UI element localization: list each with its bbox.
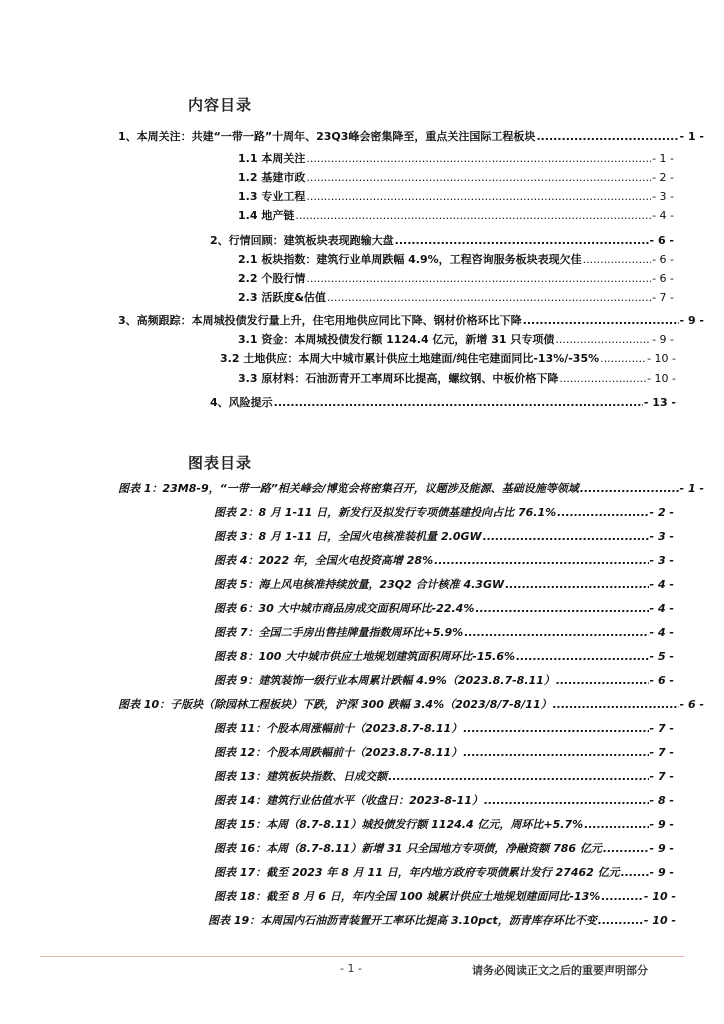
figure-entry-page: - 2 - [649,506,674,519]
toc-entry[interactable] [238,209,674,223]
figures-title: 图表目录 [188,454,253,472]
dot-leader [553,698,679,712]
figure-entry[interactable] [214,650,674,664]
figure-entry-text: 图表 18：截至 8 月 6 日，年内全国 100 城累计供应土地规划建面同比-13% [214,890,601,903]
figure-entry[interactable] [214,770,674,784]
toc-entry-text: 3.1 资金：本周城投债发行额 1124.4 亿元，新增 31 只专项债 [238,333,555,346]
figure-entry-page: - 3 - [649,530,674,543]
toc-entry-page: - 9 - [652,333,674,346]
toc-entry-page: - 7 - [652,291,674,304]
dot-leader [603,842,649,856]
figure-entry-page: - 7 - [649,722,674,735]
figure-entry[interactable] [214,674,674,688]
toc-entry-text: 3.2 土地供应：本周大中城市累计供应土地建面/纯住宅建面同比-13%/-35% [220,352,600,365]
dot-leader [555,333,651,347]
toc-entry-text: 1、本周关注：共建“一带一路”十周年、23Q3峰会密集降至，重点关注国际工程板块 [118,130,536,143]
dot-leader [306,190,651,204]
toc-entry-page: - 2 - [652,171,674,184]
figure-entry-text: 图表 3：8 月 1-11 日，全国火电核准装机量 2.0GW [214,530,482,543]
dot-leader [523,314,679,328]
toc-entry-page: - 13 - [643,396,676,409]
figure-entry-text: 图表 8：100 大中城市供应土地规划建筑面积周环比-15.6% [214,650,515,663]
figure-entry-text: 图表 9：建筑装饰一级行业本周累计跌幅 4.9%（2023.8.7-8.11） [214,674,555,687]
figure-entry-page: - 3 - [649,554,674,567]
dot-leader [557,506,648,520]
dot-leader [464,626,648,640]
figure-entry-page: - 1 - [679,482,704,495]
dot-leader [600,352,646,366]
dot-leader [434,554,648,568]
dot-leader [306,272,651,286]
figure-entry-page: - 6 - [679,698,704,711]
figure-entry-text: 图表 17：截至 2023 年 8 月 11 日，年内地方政府专项债累计发行 27462 亿元 [214,866,620,879]
figure-entry-text: 图表 12：个股本周跌幅前十（2023.8.7-8.11） [214,746,463,759]
dot-leader [306,152,651,166]
toc-entry-text: 3.3 原材料：石油沥青开工率周环比提高，螺纹钢、中板价格下降 [238,372,559,385]
figure-entry-text: 图表 10：子版块（除园林工程板块）下跌，沪深 300 跌幅 3.4%（2023/8/7-8/11） [118,698,552,711]
figure-entry-text: 图表 1：23M8-9，“一带一路”相关峰会/博览会将密集召开，议题涉及能源、基础设施等领域 [118,482,579,495]
dot-leader [601,890,643,904]
toc-entry-text: 3、高频跟踪：本周城投债发行量上升，住宅用地供应同比下降、钢材价格环比下降 [118,314,522,327]
toc-entry-text: 1.3 专业工程 [238,190,306,203]
toc-entry[interactable] [238,372,676,386]
dot-leader [484,794,649,808]
toc-entry-page: - 1 - [679,130,704,143]
figure-entry[interactable] [214,794,674,808]
toc-entry-text: 2.3 活跃度&估值 [238,291,326,304]
dot-leader [463,746,648,760]
toc-entry-text: 2.2 个股行情 [238,272,306,285]
toc-entry-page: - 1 - [652,152,674,165]
dot-leader [516,650,649,664]
footer-page-number: - 1 - [340,962,362,975]
toc-entry[interactable] [220,352,676,366]
figure-entry[interactable] [214,722,674,736]
toc-entry-text: 1.1 本周关注 [238,152,306,165]
figure-entry[interactable] [214,818,674,832]
figure-entry-page: - 6 - [649,674,674,687]
figure-entry-page: - 4 - [649,602,674,615]
dot-leader [463,722,648,736]
toc-entry[interactable] [238,171,674,185]
footer-divider [40,956,684,957]
figure-entry[interactable] [214,506,674,520]
toc-entry[interactable] [238,333,674,347]
footer-disclaimer: 请务必阅读正文之后的重要声明部分 [472,964,648,977]
dot-leader [327,291,651,305]
toc-entry-text: 2、行情回顾：建筑板块表现跑输大盘 [210,234,394,247]
figure-entry-page: - 9 - [649,818,674,831]
figure-entry-page: - 4 - [649,578,674,591]
figure-entry-page: - 8 - [649,794,674,807]
toc-entry-page: - 10 - [647,372,676,385]
figure-entry[interactable] [118,482,704,496]
figure-entry[interactable] [214,866,674,880]
dot-leader [388,770,648,784]
figure-entry[interactable] [214,842,674,856]
toc-entry[interactable] [238,190,674,204]
dot-leader [395,234,649,248]
dot-leader [583,253,651,267]
toc-entry[interactable] [118,314,704,328]
figure-entry[interactable] [214,626,674,640]
toc-entry-text: 1.4 地产链 [238,209,295,222]
toc-title: 内容目录 [188,96,253,114]
toc-entry-page: - 9 - [679,314,704,327]
figure-entry-page: - 7 - [649,746,674,759]
dot-leader [536,130,678,144]
figure-entry-text: 图表 15：本周（8.7-8.11）城投债发行额 1124.4 亿元，周环比+5.7% [214,818,584,831]
toc-entry-page: - 6 - [649,234,674,247]
figure-entry[interactable] [214,530,674,544]
figure-entry-text: 图表 19：本周国内石油沥青装置开工率环比提高 3.10pct，沥青库存环比不变 [208,914,597,927]
figure-entry[interactable] [208,914,676,928]
dot-leader [598,914,643,928]
dot-leader [306,171,651,185]
figure-entry-page: - 10 - [643,914,676,927]
figure-entry-page: - 9 - [649,842,674,855]
toc-entry-page: - 6 - [652,272,674,285]
dot-leader [621,866,649,880]
toc-entry[interactable] [118,130,704,144]
figure-entry-text: 图表 16：本周（8.7-8.11）新增 31 只全国地方专项债，净融资额 786 亿元 [214,842,602,855]
figure-entry-text: 图表 11：个股本周涨幅前十（2023.8.7-8.11） [214,722,463,735]
figure-entry-page: - 9 - [649,866,674,879]
toc-entry[interactable] [238,272,674,286]
dot-leader [274,396,643,410]
toc-entry[interactable] [238,291,674,305]
figure-entry-text: 图表 4：2022 年，全国火电投资高增 28% [214,554,434,567]
figure-entry[interactable] [214,554,674,568]
figure-entry-page: - 7 - [649,770,674,783]
toc-entry-text: 4、风险提示 [210,396,273,409]
figure-entry[interactable] [214,890,676,904]
figure-entry-text: 图表 14：建筑行业估值水平（收盘日：2023-8-11） [214,794,483,807]
toc-entry-page: - 10 - [647,352,676,365]
dot-leader [475,602,648,616]
figure-entry-text: 图表 6：30 大中城市商品房成交面积周环比-22.4% [214,602,475,615]
toc-entry-page: - 4 - [652,209,674,222]
toc-entry-page: - 3 - [652,190,674,203]
dot-leader [295,209,651,223]
figure-entry-text: 图表 13：建筑板块指数、日成交额 [214,770,388,783]
toc-entry[interactable] [238,253,674,267]
dot-leader [580,482,679,496]
toc-entry[interactable] [210,396,676,410]
toc-entry[interactable] [238,152,674,166]
toc-entry-text: 1.2 基建市政 [238,171,306,184]
dot-leader [584,818,648,832]
figure-entry[interactable] [214,578,674,592]
figure-entry-page: - 10 - [643,890,676,903]
dot-leader [556,674,649,688]
toc-entry-page: - 6 - [652,253,674,266]
figure-entry-text: 图表 5：海上风电核准持续放量，23Q2 合计核准 4.3GW [214,578,505,591]
figure-entry-page: - 4 - [649,626,674,639]
toc-entry-text: 2.1 板块指数：建筑行业单周跌幅 4.9%，工程咨询服务板块表现欠佳 [238,253,582,266]
figure-entry[interactable] [118,698,704,712]
figure-entry[interactable] [214,746,674,760]
dot-leader [483,530,649,544]
figure-entry-text: 图表 7：全国二手房出售挂牌量指数周环比+5.9% [214,626,464,639]
figure-entry-text: 图表 2：8 月 1-11 日，新发行及拟发行专项债基建投向占比 76.1% [214,506,557,519]
figure-entry-page: - 5 - [649,650,674,663]
dot-leader [505,578,648,592]
dot-leader [559,372,646,386]
toc-entry[interactable] [210,234,674,248]
figure-entry[interactable] [214,602,674,616]
